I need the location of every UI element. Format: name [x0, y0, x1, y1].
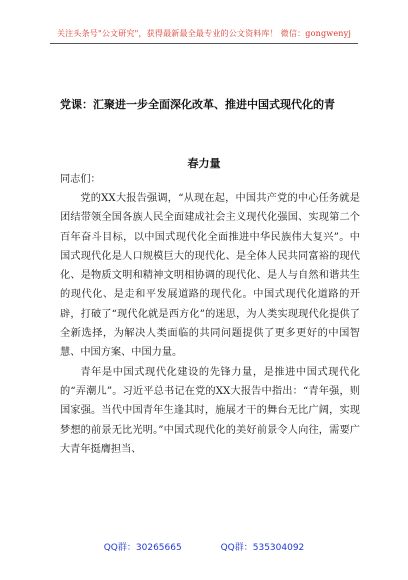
footer-qq-group-1: QQ群：30265665 [103, 543, 182, 553]
document-title-line-1: 党课：汇聚进一步全面深化改革、推进中国式现代化的青 [60, 98, 335, 111]
header-divider [50, 43, 358, 44]
paragraph-2: 青年是中国式现代化建设的先锋力量，是推进中国式现代化的“弄潮儿”。习近平总书记在党的XX大报告中指出：“青年强，则国家强。当代中国青年生逢其时，施展才干的舞台无比广阔，实现梦想的前景无比光明。”中国式现代化的美好前景令人向往，需要广大青年挺膺担当、 [60, 366, 360, 455]
document-title-line-2: 春力量 [187, 157, 221, 170]
header-note: 关注头条号"公文研究"，获得最新最全最专业的公文资料库！ 微信：gongwenyj [56, 29, 352, 38]
salutation: 同志们： [60, 174, 101, 185]
document-body [60, 189, 360, 459]
paragraph-1: 党的XX大报告强调，“从现在起，中国共产党的中心任务就是团结带领全国各族人民全面建成社会主义现代化强国、实现第二个百年奋斗目标，以中国式现代化全面推进中华民族伟大复兴”。中国式现代化是人口规模巨大的现代化、是全体人民共同富裕的现代化、是物质文明和精神文明相协调的现代化、是人与自然和谐共生的现代化、是走和平发展道路的现代化。中国式现代化道路的开辟，打破了“现代化就是西方化”的迷思，为人类实现现代化提供了全新选择，为解决人类面临的共同问题提供了更多更好的中国智慧、中国方案、中国力量。 [60, 193, 360, 359]
footer-qq-group-2: QQ群：535304092 [220, 543, 305, 553]
footer [0, 540, 408, 553]
